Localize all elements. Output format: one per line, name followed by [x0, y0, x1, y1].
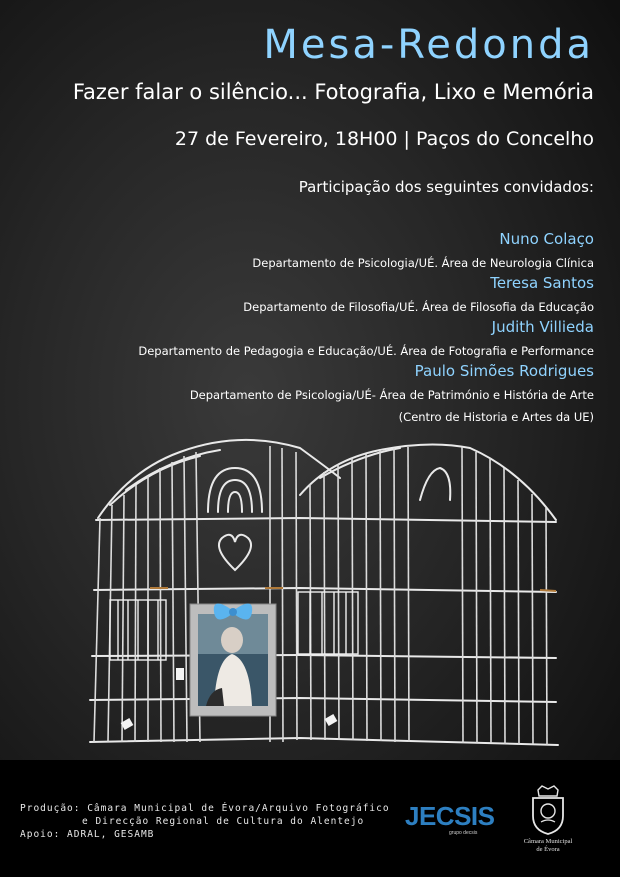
- guest-affiliation: Departamento de Filosofia/UÉ. Área de Filosofia da Educação: [243, 300, 594, 314]
- guest-name: Paulo Simões Rodrigues: [414, 362, 594, 380]
- guest-name: Nuno Colaço: [499, 230, 594, 248]
- guest-affiliation-extra: (Centro de Historia e Artes da UE): [398, 410, 594, 424]
- feeder: [176, 668, 184, 680]
- guest-name: Judith Villieda: [491, 318, 594, 336]
- jecsis-logo: [405, 803, 505, 837]
- crest-label: [508, 838, 588, 854]
- guest-affiliation: Departamento de Psicologia/UÉ- Área de Património e História de Arte: [189, 388, 594, 402]
- guests-intro: Participação dos seguintes convidados:: [298, 178, 594, 196]
- credit-line: Apoio: ADRAL, GESAMB: [20, 829, 155, 840]
- evora-crest-icon: [525, 784, 571, 836]
- birdcage-illustration: [0, 420, 620, 760]
- crest-label-line: de Évora: [536, 846, 560, 853]
- guest-affiliation: Departamento de Psicologia/UÉ. Área de Neurologia Clínica: [252, 256, 594, 270]
- guest-name: Teresa Santos: [490, 274, 594, 292]
- page-title: Mesa-Redonda: [263, 22, 594, 68]
- subtitle: Fazer falar o silêncio... Fotografia, Lixo e Memória: [72, 80, 594, 104]
- crest-label-line: Câmara Municipal: [523, 838, 573, 845]
- date-location: 27 de Fevereiro, 18H00 | Paços do Concelho: [174, 128, 594, 150]
- guest-affiliation: Departamento de Pedagogia e Educação/UÉ. Área de Fotografia e Performance: [138, 344, 594, 358]
- credit-line: e Direcção Regional de Cultura do Alentejo: [82, 816, 365, 827]
- feeder: [325, 714, 338, 726]
- jecsis-subtitle: grupo decsis: [449, 830, 478, 836]
- credit-line: Produção: Câmara Municipal de Évora/Arquivo Fotográfico: [20, 803, 390, 814]
- credits: [20, 802, 390, 841]
- child-photograph: [190, 604, 276, 716]
- jecsis-wordmark: JECSIS: [405, 801, 495, 831]
